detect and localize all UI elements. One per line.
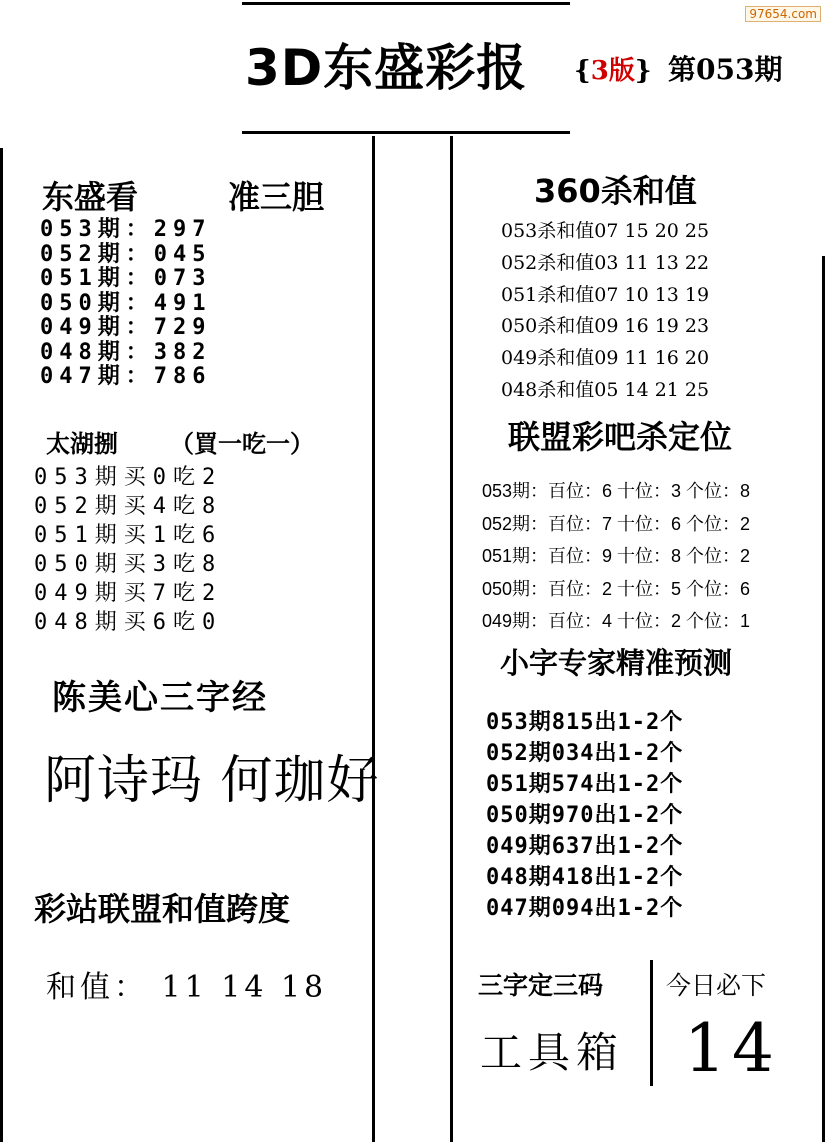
header-top-rule — [242, 2, 570, 5]
sha360-title: 360杀和值 — [534, 172, 697, 210]
jinri-value: 14 — [684, 1010, 780, 1087]
list-item: 050期：491 — [40, 290, 212, 316]
hezhi-values: 和值： 11 14 18 — [46, 970, 328, 1005]
list-item: 052杀和值03 11 13 22 — [501, 251, 710, 274]
list-item: 052期034出1-2个 — [486, 741, 684, 766]
list-item: 048期：382 — [40, 339, 212, 365]
list-item: 051期：073 — [40, 266, 212, 291]
site-watermark: 97654.com — [745, 6, 821, 22]
list-item: 053期买0吃2 — [34, 465, 223, 490]
list-item: 052期：百位：7 十位：6 个位：2 — [482, 513, 751, 534]
left-border — [0, 148, 3, 1142]
taihu-title: 太湖捌 — [46, 430, 118, 458]
list-item: 052期买4吃8 — [34, 494, 223, 519]
list-item: 053期815出1-2个 — [486, 710, 684, 735]
sanzi-title: 三字定三码 — [478, 971, 604, 1000]
dongsheng-title: 东盛看 — [42, 178, 139, 216]
taihu-list — [34, 463, 222, 637]
list-item: 053杀和值07 15 20 25 — [501, 220, 710, 242]
list-item: 051杀和值07 10 13 19 — [501, 283, 710, 306]
list-item: 048杀和值05 14 21 25 — [501, 378, 710, 401]
right-border — [822, 256, 825, 1142]
zhunsandan-title: 准三胆 — [228, 178, 325, 216]
toolbox-text: 工具箱 — [480, 1028, 625, 1077]
chenmeixin-title: 陈美心三字经 — [52, 678, 268, 718]
list-item: 051期买1吃6 — [34, 523, 223, 548]
list-item: 050期970出1-2个 — [486, 803, 684, 828]
list-item: 048期买6吃0 — [34, 610, 223, 635]
bottom-box-divider — [650, 960, 653, 1086]
list-item: 053期：百位：6 十位：3 个位：8 — [482, 481, 751, 501]
xiaozi-list — [486, 707, 683, 924]
sha360-list — [501, 216, 709, 407]
lianmeng-list — [482, 475, 750, 638]
issue-number: 第053期 — [668, 53, 783, 86]
lianmeng-title: 联盟彩吧杀定位 — [508, 418, 733, 456]
list-item: 049期：百位：4 十位：2 个位：1 — [482, 611, 751, 631]
edition-label: {3版} — [574, 56, 652, 86]
list-item: 048期418出1-2个 — [486, 865, 684, 890]
chenmeixin-answer: 阿诗玛 何珈好 — [44, 751, 380, 811]
list-item: 050期买3吃8 — [34, 552, 223, 577]
list-item: 049期637出1-2个 — [486, 834, 684, 859]
list-item: 051期574出1-2个 — [486, 772, 684, 797]
list-item: 047期094出1-2个 — [486, 896, 684, 921]
list-item: 049期：729 — [40, 315, 212, 340]
maichi-title: （買一吃一） — [170, 430, 314, 458]
center-divider-left — [372, 136, 375, 1142]
list-item: 049期买7吃2 — [34, 581, 223, 606]
center-divider-right — [450, 136, 453, 1142]
caizhan-title: 彩站联盟和值跨度 — [34, 890, 291, 928]
xiaozi-title: 小字专家精准预测 — [500, 646, 733, 680]
dongsheng-list — [40, 218, 211, 390]
list-item: 047期：786 — [40, 364, 212, 389]
list-item: 049杀和值09 11 16 20 — [501, 347, 710, 370]
jinri-title: 今日必下 — [666, 971, 767, 1000]
list-item: 050期：百位：2 十位：5 个位：6 — [482, 578, 751, 599]
list-item: 051期：百位：9 十位：8 个位：2 — [482, 546, 751, 566]
masthead-title: 3D东盛彩报 — [245, 39, 528, 97]
list-item: 050杀和值09 16 19 23 — [501, 315, 710, 338]
list-item: 052期：045 — [40, 241, 212, 267]
header-bottom-rule — [242, 131, 570, 134]
list-item: 053期：297 — [40, 217, 212, 242]
